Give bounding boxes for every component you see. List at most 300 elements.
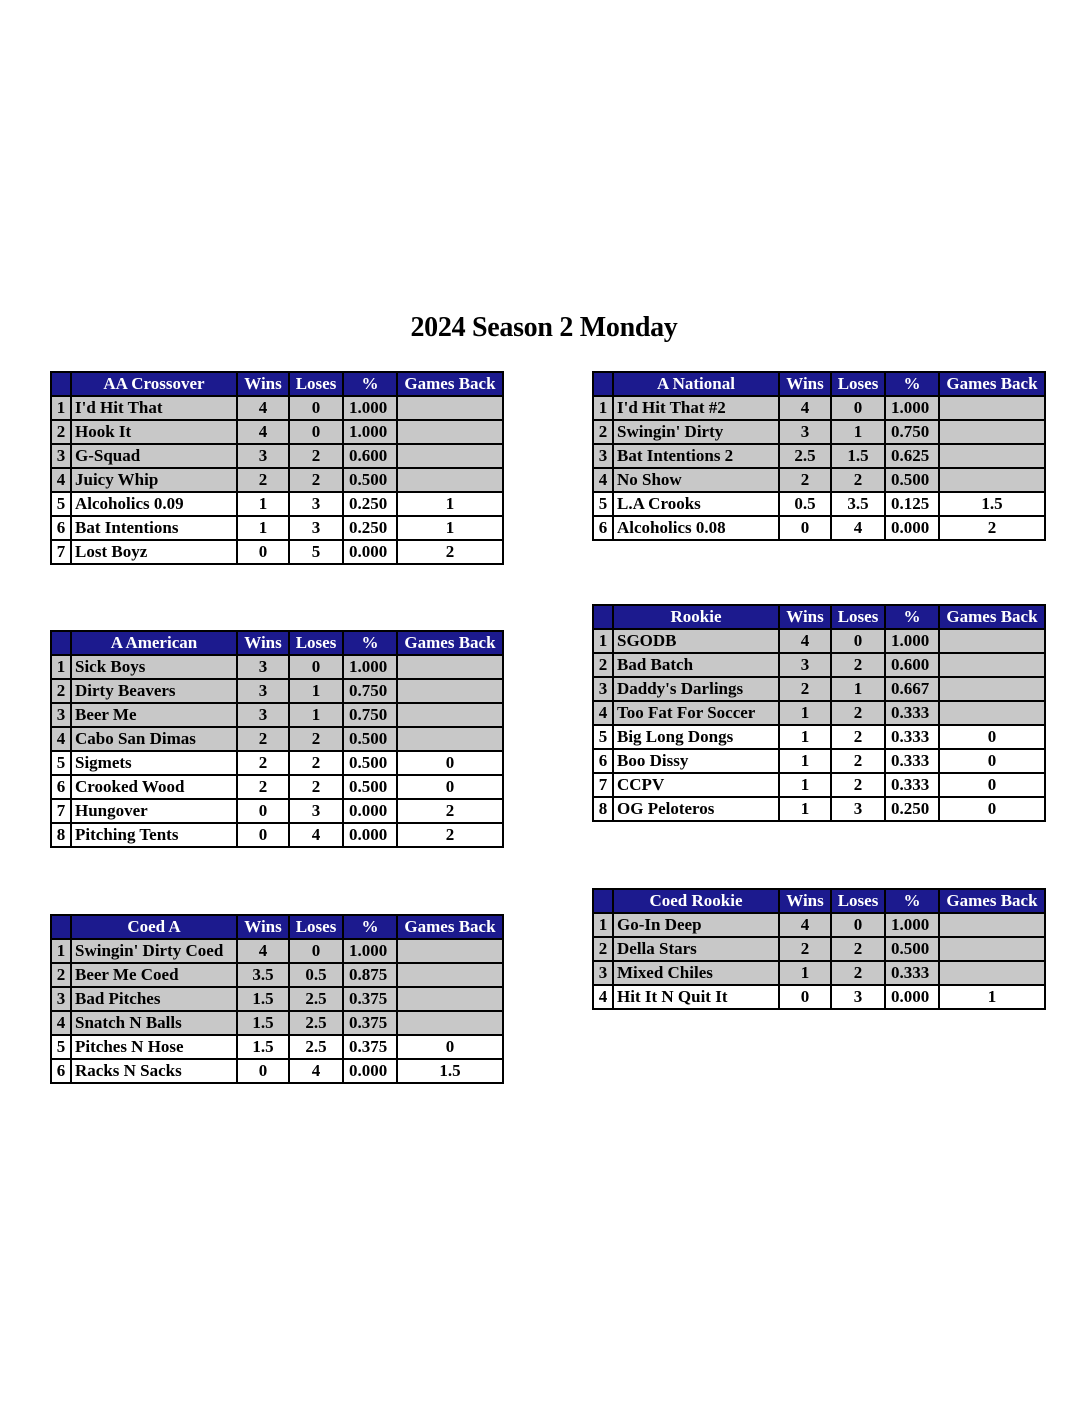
rank-cell: 6 [51,1059,71,1083]
wins-cell: 2.5 [779,444,831,468]
loses-cell: 4 [831,516,885,540]
rank-cell: 7 [51,540,71,564]
loses-cell: 4 [289,823,343,847]
wins-cell: 0 [237,823,289,847]
table-row [593,629,1045,653]
pct-cell: 0.333 [885,961,939,985]
loses-header: Loses [289,372,343,396]
table-row [51,987,503,1011]
table-row [51,727,503,751]
standings-table-a-national [592,371,1046,541]
loses-cell: 0 [831,396,885,420]
games-back-cell: 1.5 [397,1059,503,1083]
rank-cell: 1 [51,655,71,679]
wins-cell: 1 [779,961,831,985]
rank-cell: 3 [593,444,613,468]
pct-header: % [885,372,939,396]
table-row [51,679,503,703]
table-row [51,751,503,775]
header-row [593,605,1045,629]
rank-header [51,631,71,655]
wins-cell: 1 [237,516,289,540]
rank-cell: 1 [593,629,613,653]
games-back-cell [939,653,1045,677]
pct-cell: 0.125 [885,492,939,516]
games-back-cell: 0 [397,775,503,799]
standings-table-aa-crossover [50,371,504,565]
table-row [593,492,1045,516]
rank-cell: 8 [51,823,71,847]
loses-cell: 2.5 [289,1011,343,1035]
wins-cell: 1.5 [237,1035,289,1059]
header-row [593,889,1045,913]
table-row [51,703,503,727]
loses-header: Loses [289,631,343,655]
loses-cell: 5 [289,540,343,564]
loses-cell: 2 [289,444,343,468]
loses-cell: 1.5 [831,444,885,468]
pct-header: % [885,605,939,629]
team-name-cell: Too Fat For Soccer [613,701,779,725]
wins-cell: 4 [779,913,831,937]
games-back-cell: 0 [939,797,1045,821]
header-row [51,372,503,396]
team-name-cell: Alcoholics 0.08 [613,516,779,540]
standings-table-coed-a [50,914,504,1084]
games-back-cell [397,1011,503,1035]
table-row [593,677,1045,701]
games-back-cell: 2 [939,516,1045,540]
pct-cell: 0.750 [343,679,397,703]
rank-cell: 6 [51,775,71,799]
loses-cell: 2 [289,468,343,492]
pct-cell: 0.000 [343,540,397,564]
team-name-cell: Pitches N Hose [71,1035,237,1059]
pct-cell: 0.375 [343,987,397,1011]
games-back-cell: 2 [397,540,503,564]
team-name-cell: Hit It N Quit It [613,985,779,1009]
loses-cell: 3 [831,985,885,1009]
pct-cell: 0.375 [343,1035,397,1059]
rank-cell: 1 [593,396,613,420]
division-name: Rookie [613,605,779,629]
rank-cell: 2 [51,963,71,987]
table-row [593,773,1045,797]
wins-cell: 1 [779,797,831,821]
wins-cell: 2 [237,727,289,751]
loses-cell: 2 [831,701,885,725]
rank-cell: 1 [593,913,613,937]
games-back-cell [939,937,1045,961]
pct-cell: 0.250 [885,797,939,821]
games-back-cell [397,396,503,420]
loses-cell: 1 [289,679,343,703]
team-name-cell: Racks N Sacks [71,1059,237,1083]
pct-cell: 0.500 [343,468,397,492]
table-row [51,1059,503,1083]
games-back-cell: 0 [397,751,503,775]
pct-cell: 0.000 [343,1059,397,1083]
rank-cell: 4 [51,468,71,492]
page-title: 2024 Season 2 Monday [410,312,678,343]
table-row [51,775,503,799]
team-name-cell: OG Peloteros [613,797,779,821]
pct-cell: 1.000 [885,629,939,653]
table-row [593,396,1045,420]
games-back-cell [397,679,503,703]
standings-table-a-american [50,630,504,848]
pct-cell: 0.333 [885,725,939,749]
rank-cell: 1 [51,939,71,963]
pct-cell: 0.000 [343,799,397,823]
table-row [593,653,1045,677]
loses-cell: 0 [289,655,343,679]
rank-cell: 2 [593,420,613,444]
team-name-cell: Swingin' Dirty [613,420,779,444]
team-name-cell: Dirty Beavers [71,679,237,703]
pct-header: % [885,889,939,913]
games-back-cell: 1.5 [939,492,1045,516]
wins-cell: 3 [779,653,831,677]
table-row [51,468,503,492]
loses-cell: 2 [289,727,343,751]
table-row [51,799,503,823]
wins-header: Wins [779,605,831,629]
games-back-cell [397,444,503,468]
pct-cell: 1.000 [343,939,397,963]
standings-table-rookie [592,604,1046,822]
rank-cell: 6 [593,749,613,773]
header-row [593,372,1045,396]
rank-header [593,372,613,396]
pct-cell: 0.500 [885,468,939,492]
table-row [51,1011,503,1035]
pct-cell: 0.750 [885,420,939,444]
division-name: A American [71,631,237,655]
team-name-cell: Lost Boyz [71,540,237,564]
loses-cell: 0 [289,420,343,444]
rank-cell: 8 [593,797,613,821]
wins-cell: 0 [779,516,831,540]
pct-cell: 0.600 [343,444,397,468]
pct-cell: 0.625 [885,444,939,468]
games-back-header: Games Back [397,372,503,396]
team-name-cell: Beer Me [71,703,237,727]
table-row [593,961,1045,985]
rank-cell: 6 [593,516,613,540]
pct-cell: 1.000 [885,396,939,420]
loses-header: Loses [831,372,885,396]
table-row [593,468,1045,492]
games-back-cell [939,961,1045,985]
loses-cell: 0 [831,913,885,937]
pct-cell: 0.667 [885,677,939,701]
pct-cell: 0.000 [343,823,397,847]
wins-cell: 1 [237,492,289,516]
team-name-cell: Go-In Deep [613,913,779,937]
table-row [51,444,503,468]
games-back-cell: 0 [939,749,1045,773]
loses-cell: 1 [831,677,885,701]
rank-header [51,372,71,396]
pct-cell: 0.333 [885,773,939,797]
games-back-header: Games Back [939,372,1045,396]
games-back-cell [939,396,1045,420]
wins-cell: 3 [237,679,289,703]
team-name-cell: Cabo San Dimas [71,727,237,751]
wins-header: Wins [237,631,289,655]
table-row [51,420,503,444]
pct-header: % [343,631,397,655]
loses-cell: 2 [831,653,885,677]
loses-header: Loses [831,605,885,629]
table-row [593,701,1045,725]
loses-cell: 2 [831,468,885,492]
wins-cell: 4 [779,629,831,653]
rank-cell: 6 [51,516,71,540]
table-row [593,937,1045,961]
loses-cell: 2 [831,961,885,985]
pct-cell: 1.000 [343,396,397,420]
pct-cell: 0.500 [885,937,939,961]
table-row [593,725,1045,749]
rank-cell: 2 [51,679,71,703]
games-back-cell: 0 [397,1035,503,1059]
team-name-cell: L.A Crooks [613,492,779,516]
loses-cell: 1 [831,420,885,444]
team-name-cell: Bat Intentions [71,516,237,540]
games-back-cell: 1 [939,985,1045,1009]
pct-cell: 0.000 [885,516,939,540]
games-back-cell [397,468,503,492]
rank-cell: 4 [51,727,71,751]
table-row [593,913,1045,937]
table-row [593,985,1045,1009]
pct-cell: 0.250 [343,516,397,540]
wins-header: Wins [779,889,831,913]
games-back-header: Games Back [397,915,503,939]
rank-cell: 2 [593,653,613,677]
pct-cell: 1.000 [885,913,939,937]
wins-cell: 0 [779,985,831,1009]
team-name-cell: I'd Hit That [71,396,237,420]
rank-cell: 3 [593,677,613,701]
header-row [51,631,503,655]
team-name-cell: Juicy Whip [71,468,237,492]
team-name-cell: I'd Hit That #2 [613,396,779,420]
loses-cell: 0 [289,939,343,963]
wins-cell: 1 [779,749,831,773]
games-back-cell: 1 [397,516,503,540]
division-name: Coed Rookie [613,889,779,913]
wins-cell: 4 [237,396,289,420]
wins-cell: 0 [237,1059,289,1083]
team-name-cell: Bat Intentions 2 [613,444,779,468]
wins-cell: 1 [779,701,831,725]
pct-cell: 0.500 [343,775,397,799]
wins-cell: 4 [237,939,289,963]
rank-cell: 3 [51,444,71,468]
wins-cell: 4 [779,396,831,420]
team-name-cell: Boo Dissy [613,749,779,773]
loses-cell: 3 [831,797,885,821]
table-row [593,420,1045,444]
table-row [593,749,1045,773]
loses-cell: 4 [289,1059,343,1083]
rank-header [593,889,613,913]
loses-cell: 0.5 [289,963,343,987]
wins-cell: 2 [779,468,831,492]
pct-cell: 0.500 [343,751,397,775]
games-back-cell [397,987,503,1011]
wins-header: Wins [237,915,289,939]
division-name: A National [613,372,779,396]
games-back-header: Games Back [939,889,1045,913]
loses-cell: 2 [289,775,343,799]
pct-cell: 0.600 [885,653,939,677]
wins-cell: 2 [779,937,831,961]
wins-cell: 1.5 [237,987,289,1011]
games-back-cell [397,420,503,444]
table-row [51,963,503,987]
rank-cell: 5 [593,725,613,749]
team-name-cell: Hungover [71,799,237,823]
pct-cell: 1.000 [343,655,397,679]
wins-cell: 3 [237,655,289,679]
wins-cell: 2 [237,751,289,775]
wins-cell: 2 [237,468,289,492]
wins-cell: 3.5 [237,963,289,987]
team-name-cell: Sick Boys [71,655,237,679]
rank-cell: 5 [593,492,613,516]
standings-table-coed-rookie [592,888,1046,1010]
loses-header: Loses [289,915,343,939]
team-name-cell: CCPV [613,773,779,797]
rank-cell: 5 [51,1035,71,1059]
loses-cell: 3 [289,516,343,540]
rank-cell: 4 [51,1011,71,1035]
team-name-cell: Della Stars [613,937,779,961]
pct-cell: 0.375 [343,1011,397,1035]
games-back-header: Games Back [939,605,1045,629]
games-back-cell: 0 [939,725,1045,749]
rank-cell: 4 [593,468,613,492]
games-back-cell: 2 [397,799,503,823]
division-name: Coed A [71,915,237,939]
team-name-cell: Bad Pitches [71,987,237,1011]
rank-cell: 5 [51,492,71,516]
games-back-cell [939,677,1045,701]
games-back-cell: 1 [397,492,503,516]
games-back-cell [397,703,503,727]
wins-header: Wins [779,372,831,396]
games-back-cell: 2 [397,823,503,847]
wins-cell: 3 [237,444,289,468]
team-name-cell: Sigmets [71,751,237,775]
loses-cell: 0 [831,629,885,653]
loses-cell: 2 [831,749,885,773]
loses-cell: 2 [831,773,885,797]
games-back-cell [939,468,1045,492]
wins-cell: 0.5 [779,492,831,516]
table-row [593,516,1045,540]
pct-header: % [343,915,397,939]
loses-cell: 0 [289,396,343,420]
team-name-cell: Daddy's Darlings [613,677,779,701]
loses-header: Loses [831,889,885,913]
team-name-cell: G-Squad [71,444,237,468]
wins-cell: 0 [237,799,289,823]
table-row [51,823,503,847]
pct-cell: 0.333 [885,749,939,773]
loses-cell: 3.5 [831,492,885,516]
rank-cell: 3 [51,703,71,727]
table-row [51,492,503,516]
pct-cell: 0.875 [343,963,397,987]
games-back-cell: 0 [939,773,1045,797]
team-name-cell: SGODB [613,629,779,653]
table-row [593,797,1045,821]
rank-cell: 2 [51,420,71,444]
loses-cell: 1 [289,703,343,727]
rank-header [51,915,71,939]
team-name-cell: Beer Me Coed [71,963,237,987]
team-name-cell: Hook It [71,420,237,444]
loses-cell: 3 [289,799,343,823]
pct-cell: 0.750 [343,703,397,727]
rank-header [593,605,613,629]
wins-cell: 1 [779,773,831,797]
rank-cell: 1 [51,396,71,420]
loses-cell: 2.5 [289,1035,343,1059]
pct-cell: 0.500 [343,727,397,751]
rank-cell: 7 [593,773,613,797]
team-name-cell: Big Long Dongs [613,725,779,749]
games-back-cell [939,913,1045,937]
games-back-cell [939,701,1045,725]
loses-cell: 2.5 [289,987,343,1011]
wins-cell: 4 [237,420,289,444]
loses-cell: 3 [289,492,343,516]
pct-cell: 0.333 [885,701,939,725]
games-back-cell [939,444,1045,468]
wins-cell: 1 [779,725,831,749]
loses-cell: 2 [289,751,343,775]
team-name-cell: Crooked Wood [71,775,237,799]
header-row [51,915,503,939]
table-row [51,939,503,963]
games-back-header: Games Back [397,631,503,655]
pct-header: % [343,372,397,396]
team-name-cell: Snatch N Balls [71,1011,237,1035]
rank-cell: 4 [593,985,613,1009]
loses-cell: 2 [831,937,885,961]
team-name-cell: No Show [613,468,779,492]
rank-cell: 5 [51,751,71,775]
rank-cell: 2 [593,937,613,961]
games-back-cell [397,655,503,679]
table-row [51,540,503,564]
wins-cell: 2 [237,775,289,799]
division-name: AA Crossover [71,372,237,396]
team-name-cell: Swingin' Dirty Coed [71,939,237,963]
rank-cell: 3 [593,961,613,985]
wins-header: Wins [237,372,289,396]
games-back-cell [397,939,503,963]
pct-cell: 1.000 [343,420,397,444]
games-back-cell [939,420,1045,444]
wins-cell: 2 [779,677,831,701]
